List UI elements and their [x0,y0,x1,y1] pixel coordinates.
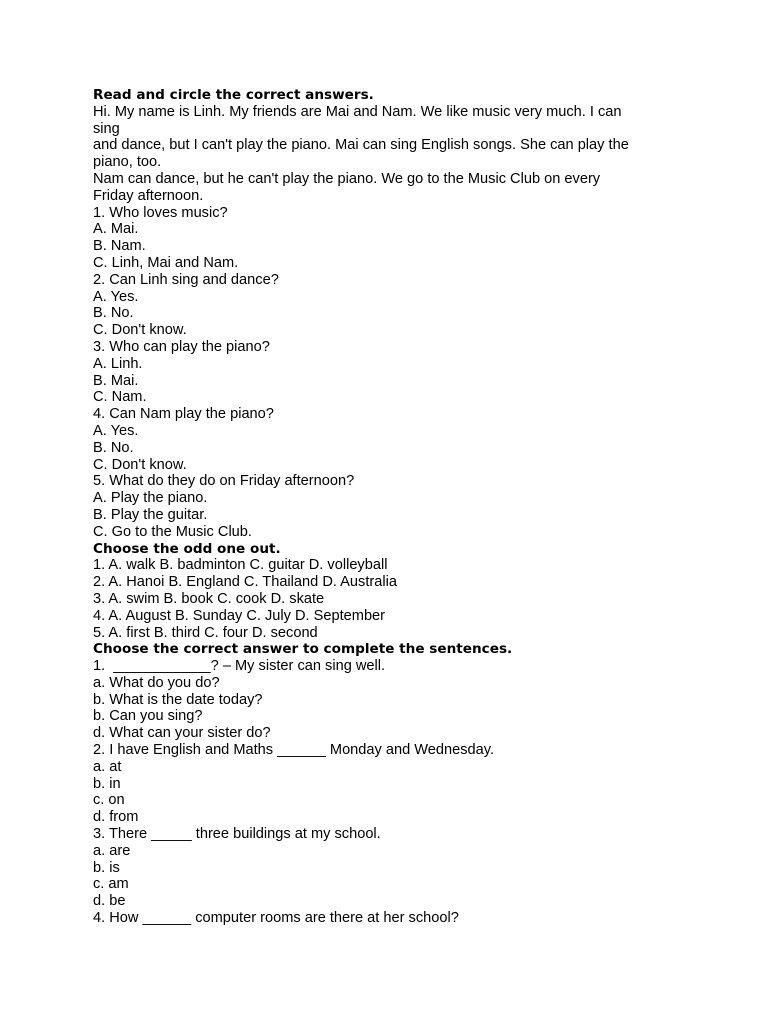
answer-option[interactable]: d. from [93,809,139,826]
answer-option[interactable]: a. are [93,842,131,859]
question-text: 1. ____________? – My sister can sing well. [93,658,386,675]
reading-question-3 [93,339,693,406]
answer-option[interactable]: b. in [93,775,121,792]
reading-question-1 [93,205,693,272]
section-heading-reading: Read and circle the correct answers. [93,87,374,103]
answer-option[interactable]: B. No. [93,305,134,322]
question-text: 3. Who can play the piano? [93,338,270,355]
reading-passage [93,104,693,205]
answer-option[interactable]: c. am [93,876,129,893]
answer-option[interactable]: C. Nam. [93,389,147,406]
question-text: 4. How ______ computer rooms are there at her school? [93,910,459,927]
question-text: 1. Who loves music? [93,204,228,221]
answer-option[interactable]: b. What is the date today? [93,691,263,708]
passage-line: Hi. My name is Linh. My friends are Mai and Nam. We like music very much. I can [93,103,622,120]
sentence-question-3 [93,826,693,910]
question-text: 3. There _____ three buildings at my school. [93,826,381,843]
answer-option[interactable]: a. What do you do? [93,674,220,691]
answer-option[interactable]: C. Linh, Mai and Nam. [93,254,239,271]
reading-question-2 [93,272,693,339]
section-heading-odd-one-out: Choose the odd one out. [93,540,281,557]
answer-option[interactable]: A. Play the piano. [93,490,208,507]
odd-one-out-list [93,557,693,641]
worksheet-page [93,87,693,927]
odd-one-out-item[interactable]: 2. A. Hanoi B. England C. Thailand D. Australia [93,574,397,591]
reading-question-5 [93,473,693,540]
answer-option[interactable]: b. is [93,859,120,876]
answer-option[interactable]: A. Yes. [93,422,139,439]
odd-one-out-item[interactable]: 1. A. walk B. badminton C. guitar D. volleyball [93,557,388,574]
reading-question-4 [93,406,693,473]
odd-one-out-item[interactable]: 5. A. first B. third C. four D. second [93,624,318,641]
answer-option[interactable]: B. No. [93,439,134,456]
answer-option[interactable]: B. Play the guitar. [93,506,208,523]
question-text: 2. I have English and Maths ______ Monday and Wednesday. [93,742,495,759]
answer-option[interactable]: a. at [93,758,122,775]
answer-option[interactable]: d. What can your sister do? [93,725,271,742]
section-heading-complete-sentences: Choose the correct answer to complete the sentences. [93,641,513,658]
sentence-question-2 [93,742,693,826]
sentence-question-4 [93,910,693,927]
question-text: 5. What do they do on Friday afternoon? [93,473,355,490]
answer-option[interactable]: A. Yes. [93,288,139,305]
passage-line: Friday afternoon. [93,187,204,204]
answer-option[interactable]: d. be [93,893,126,910]
passage-line: sing [93,120,120,137]
passage-line: piano, too. [93,154,162,171]
answer-option[interactable]: A. Linh. [93,355,143,372]
answer-option[interactable]: b. Can you sing? [93,708,203,725]
answer-option[interactable]: C. Go to the Music Club. [93,523,252,540]
answer-option[interactable]: C. Don't know. [93,456,187,473]
odd-one-out-item[interactable]: 3. A. swim B. book C. cook D. skate [93,590,325,607]
passage-line: Nam can dance, but he can't play the piano. We go to the Music Club on every [93,170,601,187]
odd-one-out-item[interactable]: 4. A. August B. Sunday C. July D. September [93,607,386,624]
answer-option[interactable]: c. on [93,792,125,809]
question-text: 2. Can Linh sing and dance? [93,271,279,288]
passage-line: and dance, but I can't play the piano. Mai can sing English songs. She can play the [93,137,629,154]
answer-option[interactable]: C. Don't know. [93,322,187,339]
answer-option[interactable]: B. Mai. [93,372,139,389]
sentence-question-1 [93,658,693,742]
question-text: 4. Can Nam play the piano? [93,406,274,423]
answer-option[interactable]: A. Mai. [93,221,139,238]
answer-option[interactable]: B. Nam. [93,238,146,255]
